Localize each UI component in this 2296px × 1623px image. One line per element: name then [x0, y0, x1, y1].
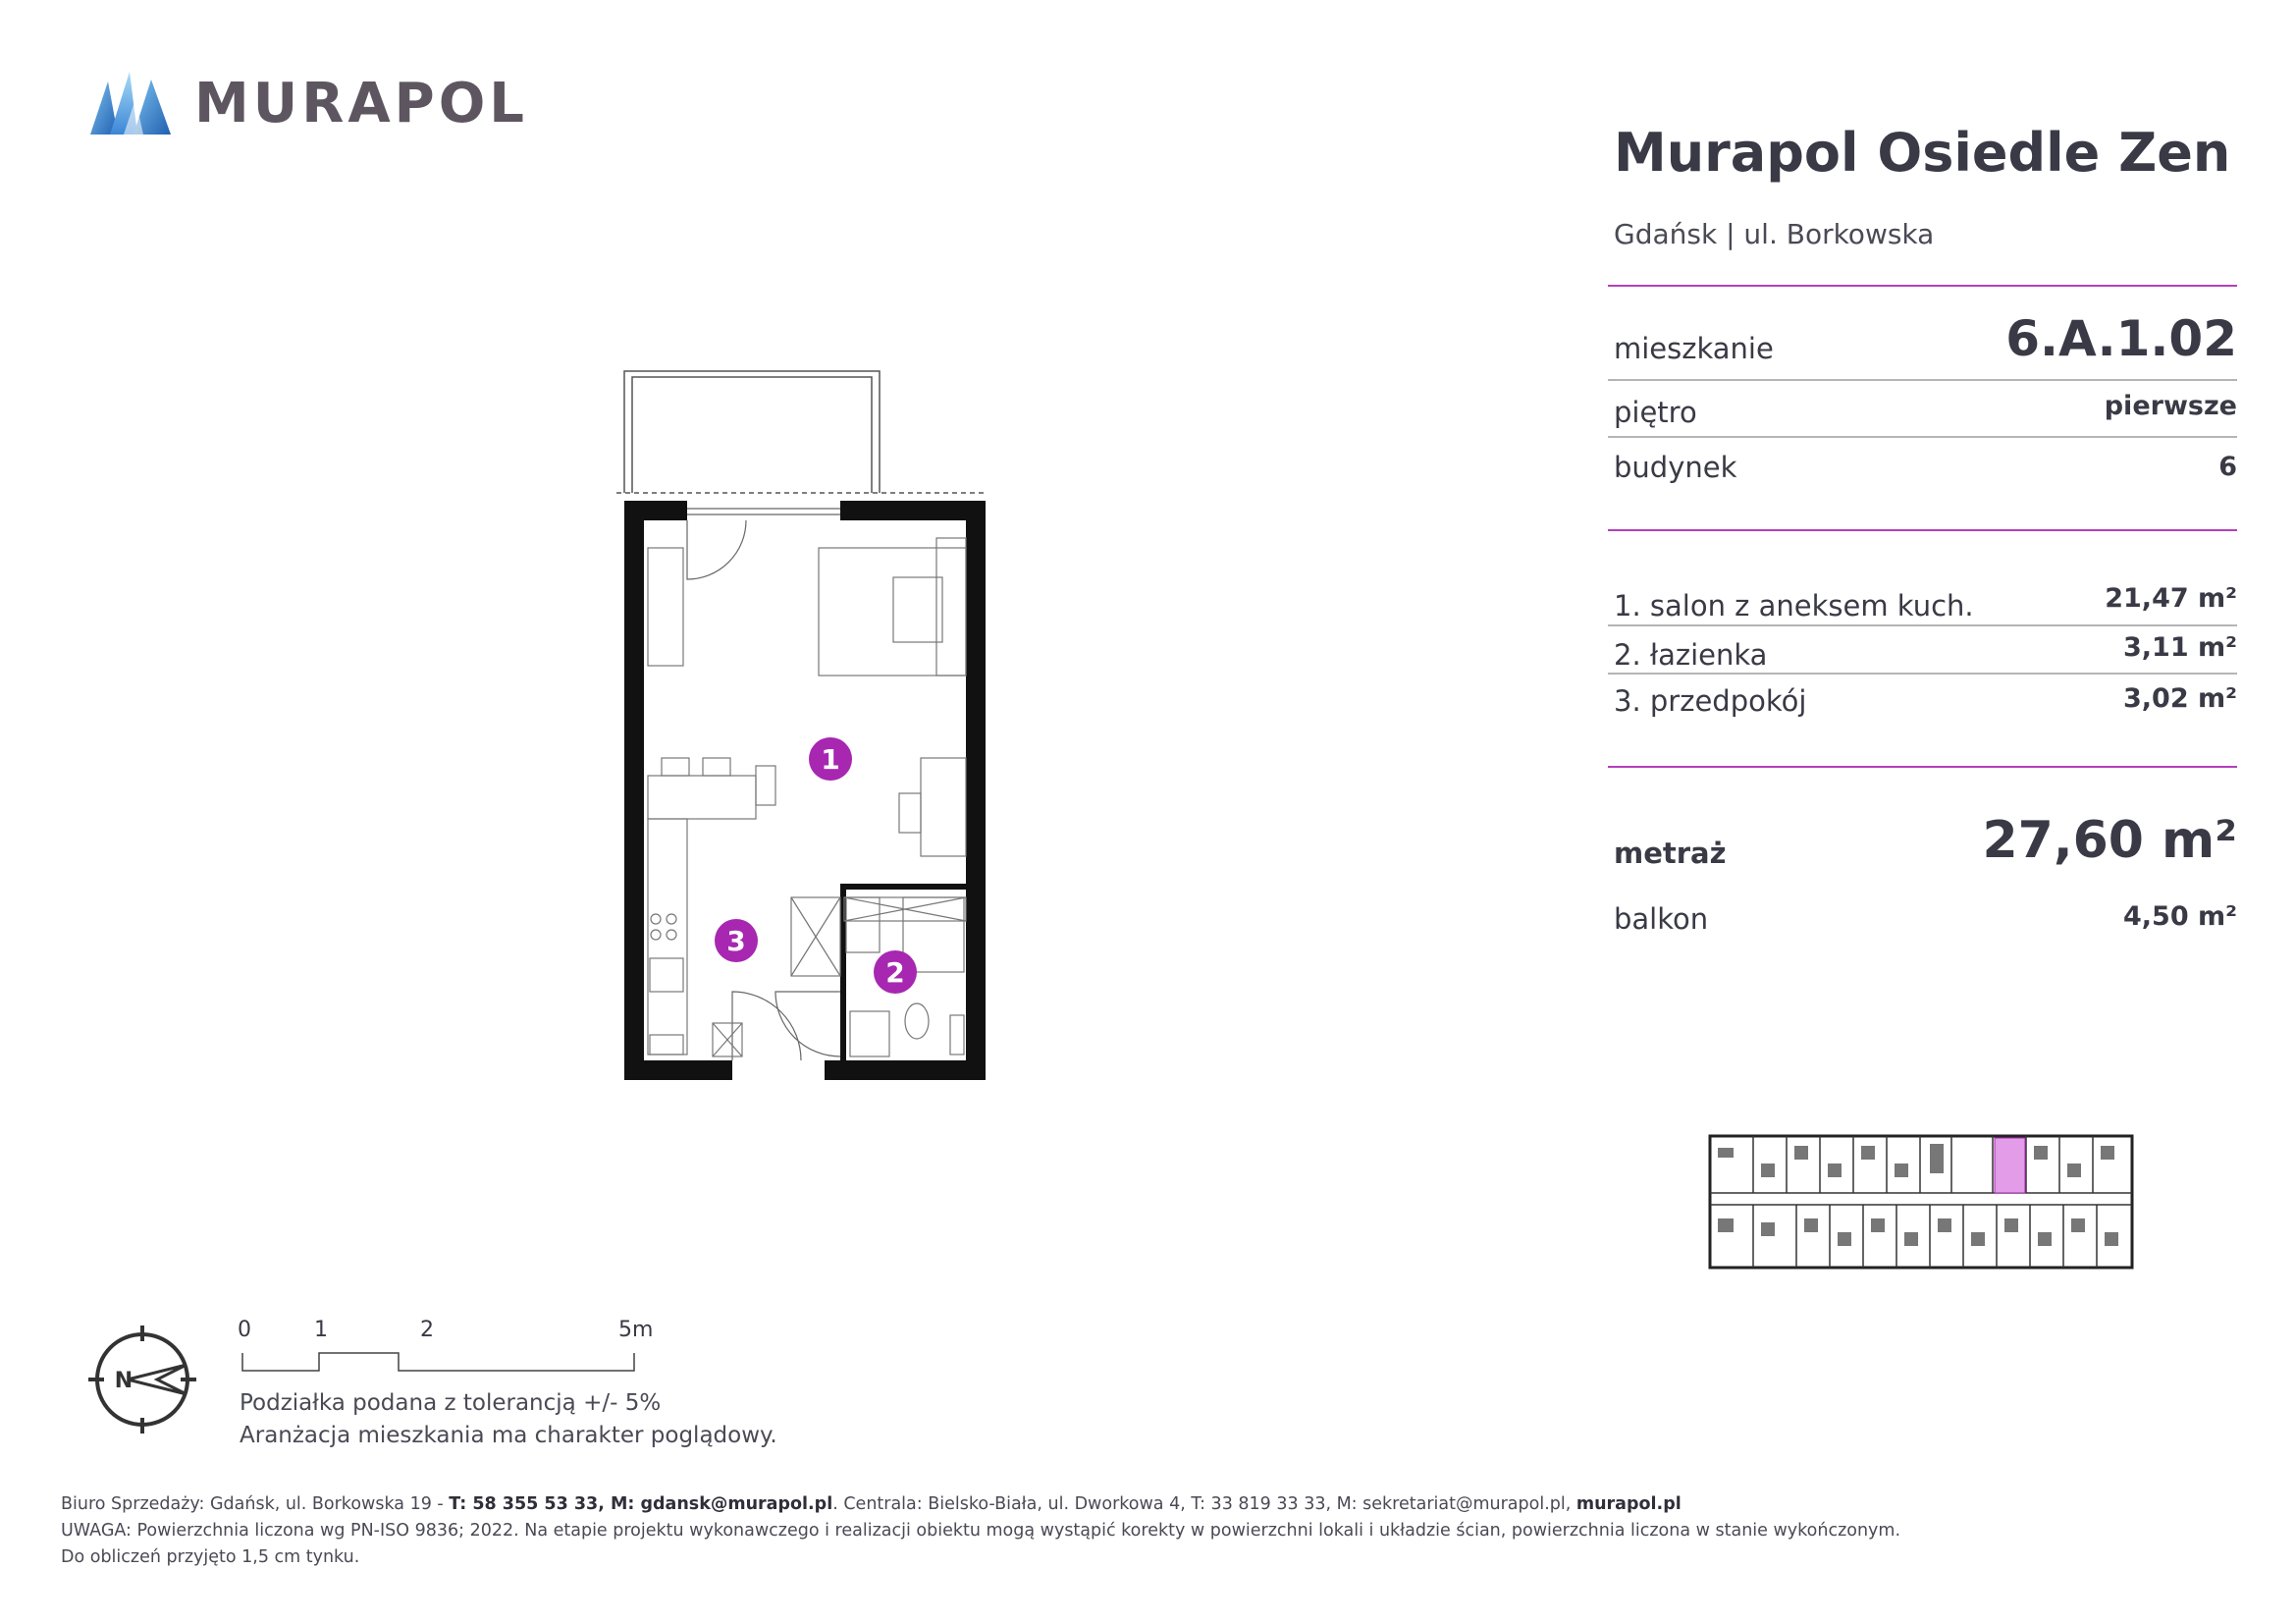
room-area: 3,02 m² — [2123, 683, 2237, 714]
project-title: Murapol Osiedle Zen — [1614, 122, 2231, 184]
furniture — [648, 538, 966, 1056]
balcony-label: balkon — [1614, 902, 1709, 936]
room-marker-3 — [715, 919, 758, 962]
marker-label: 1 — [821, 743, 840, 776]
scale-tick: 1 — [314, 1318, 328, 1342]
footer-phone-email: T: 58 355 53 33, M: gdansk@murapol.pl — [449, 1494, 833, 1514]
divider — [1608, 379, 2237, 381]
highlighted-apartment — [1995, 1138, 2025, 1193]
bathroom-door — [775, 992, 840, 1056]
outer-walls — [624, 501, 986, 1080]
footer-plaster-note: Do obliczeń przyjęto 1,5 cm tynku. — [61, 1547, 360, 1567]
room-marker-1 — [809, 737, 852, 781]
building-label: budynek — [1614, 451, 1737, 484]
divider — [1608, 624, 2237, 626]
scale-tick: 2 — [420, 1318, 434, 1342]
scale-ruler — [236, 1351, 658, 1375]
project-address: Gdańsk | ul. Borkowska — [1614, 218, 1935, 250]
balcony-outline — [616, 371, 988, 493]
apartment-number: 6.A.1.02 — [2005, 310, 2237, 367]
marker-label: 3 — [726, 925, 746, 957]
room-name: 1. salon z aneksem kuch. — [1614, 589, 1974, 622]
brand-name: MURAPOL — [194, 71, 528, 135]
room-name: 2. łazienka — [1614, 638, 1768, 672]
total-area-value: 27,60 m² — [1982, 811, 2237, 870]
scale-tick: 0 — [238, 1318, 251, 1342]
marker-label: 2 — [885, 956, 905, 989]
footer-hq: . Centrala: Bielsko-Biała, ul. Dworkowa 4, T: 33 819 33 33, M: sekretariat@murapol.pl, — [832, 1494, 1576, 1514]
room-marker-2 — [874, 950, 917, 994]
divider — [1608, 285, 2237, 287]
scale-bar — [236, 1318, 658, 1377]
scale-tick: 5m — [618, 1318, 654, 1342]
footer-disclaimer: UWAGA: Powierzchnia liczona wg PN-ISO 9836; 2022. Na etapie projektu wykonawczego i realizacji obiektu mogą wystąpić korekty w powierzchni lokali i układzie ścian, powierzchnia liczona w stanie wykończonym. — [61, 1521, 1901, 1541]
footer-office: Biuro Sprzedaży: Gdańsk, ul. Borkowska 19 - — [61, 1494, 450, 1514]
total-area-label: metraż — [1614, 837, 1727, 870]
north-compass-icon — [84, 1322, 200, 1437]
footer-contact — [61, 1494, 1682, 1514]
brand-logo — [90, 69, 528, 137]
room-area: 21,47 m² — [2105, 583, 2237, 614]
floor-value: pierwsze — [2104, 391, 2237, 421]
svg-text:N: N — [114, 1369, 133, 1393]
room-area: 3,11 m² — [2123, 632, 2237, 663]
divider — [1608, 436, 2237, 438]
room-name: 3. przedpokój — [1614, 684, 1807, 718]
balcony-door — [687, 509, 840, 579]
apartment-label: mieszkanie — [1614, 332, 1774, 365]
arrangement-note: Aranżacja mieszkania ma charakter poglądowy. — [240, 1423, 777, 1448]
divider — [1608, 673, 2237, 675]
footer-website: murapol.pl — [1575, 1494, 1682, 1514]
floor-label: piętro — [1614, 396, 1697, 429]
murapol-logo-icon — [90, 72, 171, 135]
divider — [1608, 766, 2237, 768]
key-plan-fixtures — [1718, 1144, 2118, 1246]
balcony-value: 4,50 m² — [2123, 901, 2237, 932]
divider — [1608, 529, 2237, 531]
floor-plan — [609, 363, 1001, 1090]
building-key-plan — [1698, 1124, 2140, 1281]
tolerance-note: Podziałka podana z tolerancją +/- 5% — [240, 1390, 662, 1416]
building-value: 6 — [2218, 452, 2237, 482]
